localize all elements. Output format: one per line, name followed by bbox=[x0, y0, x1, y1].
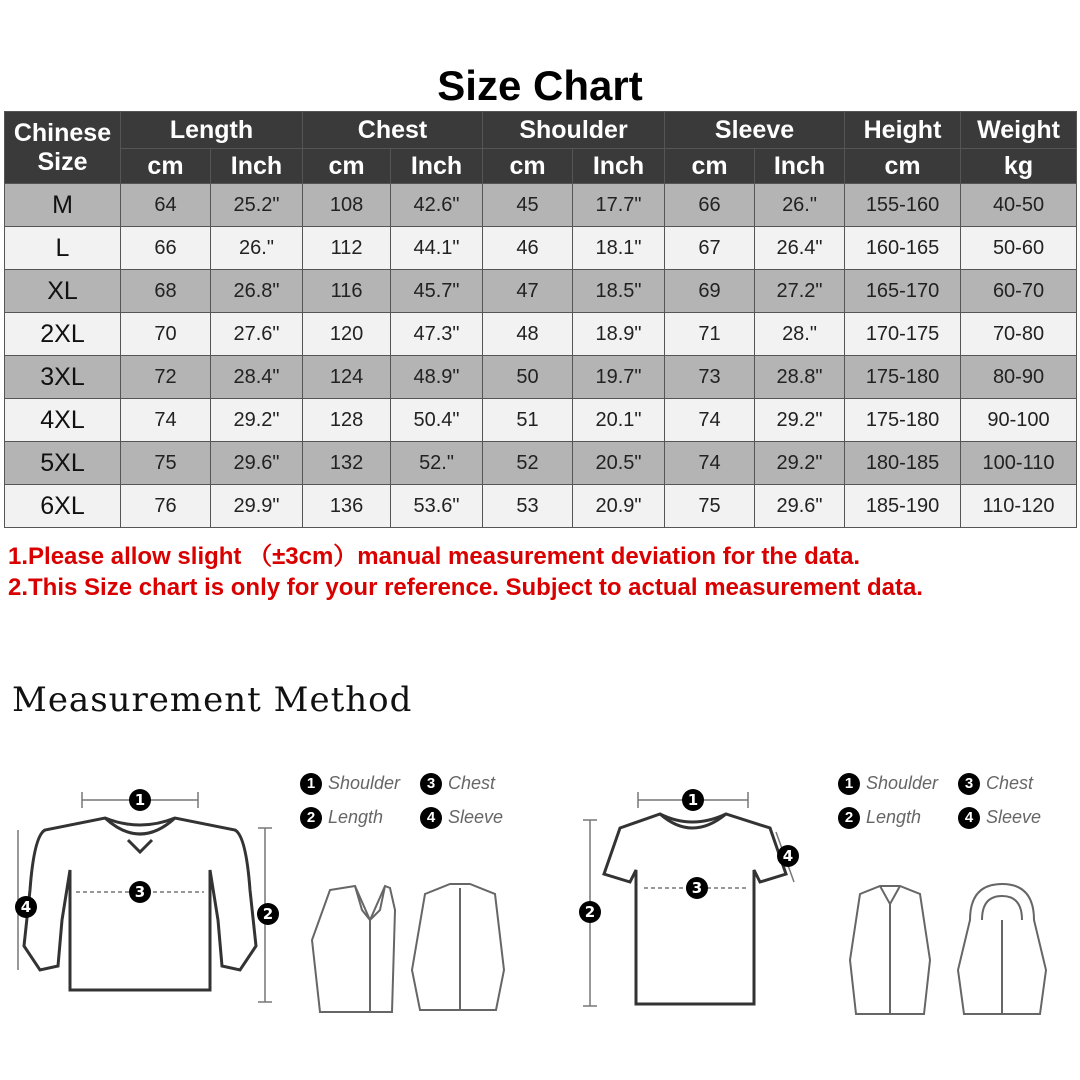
value-cell: 20.1" bbox=[573, 399, 665, 442]
size-chart-table bbox=[4, 111, 1077, 528]
value-cell: 19.7" bbox=[573, 356, 665, 399]
legend-label-shoulder: Shoulder bbox=[866, 773, 939, 793]
legend-num-4: 4 bbox=[420, 807, 442, 829]
value-cell: 72 bbox=[121, 356, 211, 399]
value-cell: 48.9" bbox=[391, 356, 483, 399]
value-cell: 45 bbox=[483, 184, 573, 227]
value-cell: 124 bbox=[303, 356, 391, 399]
marker-3: 3 bbox=[134, 883, 146, 901]
legend-label-shoulder: Shoulder bbox=[328, 773, 401, 793]
unit-header: Inch bbox=[391, 149, 483, 184]
size-cell: 6XL bbox=[5, 485, 121, 528]
value-cell: 46 bbox=[483, 227, 573, 270]
value-cell: 165-170 bbox=[845, 270, 961, 313]
value-cell: 17.7" bbox=[573, 184, 665, 227]
legend-label-chest: Chest bbox=[986, 773, 1034, 793]
unit-header-row bbox=[5, 149, 1077, 184]
value-cell: 160-165 bbox=[845, 227, 961, 270]
value-cell: 170-175 bbox=[845, 313, 961, 356]
size-cell: 5XL bbox=[5, 442, 121, 485]
value-cell: 90-100 bbox=[961, 399, 1077, 442]
value-cell: 53 bbox=[483, 485, 573, 528]
value-cell: 50 bbox=[483, 356, 573, 399]
value-cell: 27.6" bbox=[211, 313, 303, 356]
corner-header bbox=[5, 112, 121, 184]
value-cell: 185-190 bbox=[845, 485, 961, 528]
value-cell: 50-60 bbox=[961, 227, 1077, 270]
value-cell: 47.3" bbox=[391, 313, 483, 356]
value-cell: 60-70 bbox=[961, 270, 1077, 313]
size-cell: 3XL bbox=[5, 356, 121, 399]
value-cell: 20.9" bbox=[573, 485, 665, 528]
value-cell: 68 bbox=[121, 270, 211, 313]
unit-header: cm bbox=[483, 149, 573, 184]
value-cell: 70 bbox=[121, 313, 211, 356]
jacket-sketches bbox=[300, 880, 510, 1020]
value-cell: 74 bbox=[665, 399, 755, 442]
unit-header: cm bbox=[303, 149, 391, 184]
marker-4: 4 bbox=[20, 898, 32, 916]
value-cell: 66 bbox=[121, 227, 211, 270]
marker-3: 3 bbox=[691, 879, 703, 897]
table-row bbox=[5, 184, 1077, 227]
value-cell: 76 bbox=[121, 485, 211, 528]
size-cell: M bbox=[5, 184, 121, 227]
value-cell: 26.4" bbox=[755, 227, 845, 270]
legend-label-sleeve: Sleeve bbox=[448, 807, 504, 827]
value-cell: 28." bbox=[755, 313, 845, 356]
legend-label-sleeve: Sleeve bbox=[986, 807, 1042, 827]
value-cell: 26.8" bbox=[211, 270, 303, 313]
size-cell: L bbox=[5, 227, 121, 270]
table-row bbox=[5, 270, 1077, 313]
unit-header: cm bbox=[845, 149, 961, 184]
tshirt-diagram bbox=[570, 770, 810, 1020]
value-cell: 44.1" bbox=[391, 227, 483, 270]
corner-label-line1: Chinese bbox=[13, 118, 112, 147]
value-cell: 75 bbox=[665, 485, 755, 528]
legend-label-chest: Chest bbox=[448, 773, 496, 793]
value-cell: 40-50 bbox=[961, 184, 1077, 227]
value-cell: 29.9" bbox=[211, 485, 303, 528]
legend-num-2: 2 bbox=[838, 807, 860, 829]
group-header-height: Height bbox=[845, 112, 961, 149]
value-cell: 66 bbox=[665, 184, 755, 227]
value-cell: 80-90 bbox=[961, 356, 1077, 399]
value-cell: 26." bbox=[211, 227, 303, 270]
unit-header: Inch bbox=[755, 149, 845, 184]
value-cell: 116 bbox=[303, 270, 391, 313]
value-cell: 29.2" bbox=[211, 399, 303, 442]
note-2: 2.This Size chart is only for your reference. Subject to actual measurement data. bbox=[8, 574, 923, 601]
value-cell: 110-120 bbox=[961, 485, 1077, 528]
size-cell: XL bbox=[5, 270, 121, 313]
size-cell: 2XL bbox=[5, 313, 121, 356]
table-row bbox=[5, 227, 1077, 270]
value-cell: 75 bbox=[121, 442, 211, 485]
note-1: 1.Please allow slight （±3cm）manual measurement deviation for the data. bbox=[8, 543, 861, 570]
unit-header: Inch bbox=[211, 149, 303, 184]
value-cell: 120 bbox=[303, 313, 391, 356]
value-cell: 28.4" bbox=[211, 356, 303, 399]
group-header-shoulder: Shoulder bbox=[483, 112, 665, 149]
value-cell: 71 bbox=[665, 313, 755, 356]
table-row bbox=[5, 485, 1077, 528]
value-cell: 28.8" bbox=[755, 356, 845, 399]
unit-header: Inch bbox=[573, 149, 665, 184]
legend-label-length: Length bbox=[328, 807, 384, 827]
value-cell: 29.6" bbox=[211, 442, 303, 485]
value-cell: 20.5" bbox=[573, 442, 665, 485]
legend-label-length: Length bbox=[866, 807, 922, 827]
unit-header: kg bbox=[961, 149, 1077, 184]
group-header-weight: Weight bbox=[961, 112, 1077, 149]
unit-header: cm bbox=[665, 149, 755, 184]
value-cell: 48 bbox=[483, 313, 573, 356]
measurement-method-title: Measurement Method bbox=[12, 680, 413, 720]
size-cell: 4XL bbox=[5, 399, 121, 442]
value-cell: 175-180 bbox=[845, 399, 961, 442]
value-cell: 18.5" bbox=[573, 270, 665, 313]
value-cell: 53.6" bbox=[391, 485, 483, 528]
value-cell: 112 bbox=[303, 227, 391, 270]
marker-2: 2 bbox=[584, 903, 596, 921]
value-cell: 64 bbox=[121, 184, 211, 227]
value-cell: 25.2" bbox=[211, 184, 303, 227]
value-cell: 136 bbox=[303, 485, 391, 528]
legend-num-4: 4 bbox=[958, 807, 980, 829]
legend-num-1: 1 bbox=[838, 773, 860, 795]
group-header-length: Length bbox=[121, 112, 303, 149]
value-cell: 128 bbox=[303, 399, 391, 442]
page-title: Size Chart bbox=[437, 62, 643, 109]
legend-num-2: 2 bbox=[300, 807, 322, 829]
table-row bbox=[5, 356, 1077, 399]
unit-header: cm bbox=[121, 149, 211, 184]
value-cell: 18.9" bbox=[573, 313, 665, 356]
marker-1: 1 bbox=[134, 791, 146, 809]
value-cell: 29.2" bbox=[755, 442, 845, 485]
sweatshirt-diagram bbox=[10, 770, 300, 1020]
value-cell: 155-160 bbox=[845, 184, 961, 227]
marker-4: 4 bbox=[782, 847, 794, 865]
value-cell: 180-185 bbox=[845, 442, 961, 485]
table-body bbox=[5, 184, 1077, 528]
legend-num-3: 3 bbox=[420, 773, 442, 795]
corner-label-line2: Size bbox=[37, 147, 88, 176]
table-row bbox=[5, 313, 1077, 356]
value-cell: 42.6" bbox=[391, 184, 483, 227]
shirt-hoodie-sketches bbox=[820, 880, 1060, 1020]
marker-1: 1 bbox=[687, 791, 699, 809]
value-cell: 29.2" bbox=[755, 399, 845, 442]
value-cell: 50.4" bbox=[391, 399, 483, 442]
value-cell: 67 bbox=[665, 227, 755, 270]
value-cell: 51 bbox=[483, 399, 573, 442]
value-cell: 108 bbox=[303, 184, 391, 227]
value-cell: 132 bbox=[303, 442, 391, 485]
value-cell: 74 bbox=[665, 442, 755, 485]
value-cell: 18.1" bbox=[573, 227, 665, 270]
value-cell: 45.7" bbox=[391, 270, 483, 313]
group-header-sleeve: Sleeve bbox=[665, 112, 845, 149]
table-row bbox=[5, 442, 1077, 485]
legend-num-3: 3 bbox=[958, 773, 980, 795]
value-cell: 47 bbox=[483, 270, 573, 313]
group-header-chest: Chest bbox=[303, 112, 483, 149]
legend-num-1: 1 bbox=[300, 773, 322, 795]
table-row bbox=[5, 399, 1077, 442]
value-cell: 29.6" bbox=[755, 485, 845, 528]
value-cell: 175-180 bbox=[845, 356, 961, 399]
value-cell: 52." bbox=[391, 442, 483, 485]
marker-2: 2 bbox=[262, 905, 274, 923]
value-cell: 74 bbox=[121, 399, 211, 442]
value-cell: 52 bbox=[483, 442, 573, 485]
value-cell: 100-110 bbox=[961, 442, 1077, 485]
value-cell: 27.2" bbox=[755, 270, 845, 313]
value-cell: 69 bbox=[665, 270, 755, 313]
value-cell: 73 bbox=[665, 356, 755, 399]
value-cell: 70-80 bbox=[961, 313, 1077, 356]
value-cell: 26." bbox=[755, 184, 845, 227]
